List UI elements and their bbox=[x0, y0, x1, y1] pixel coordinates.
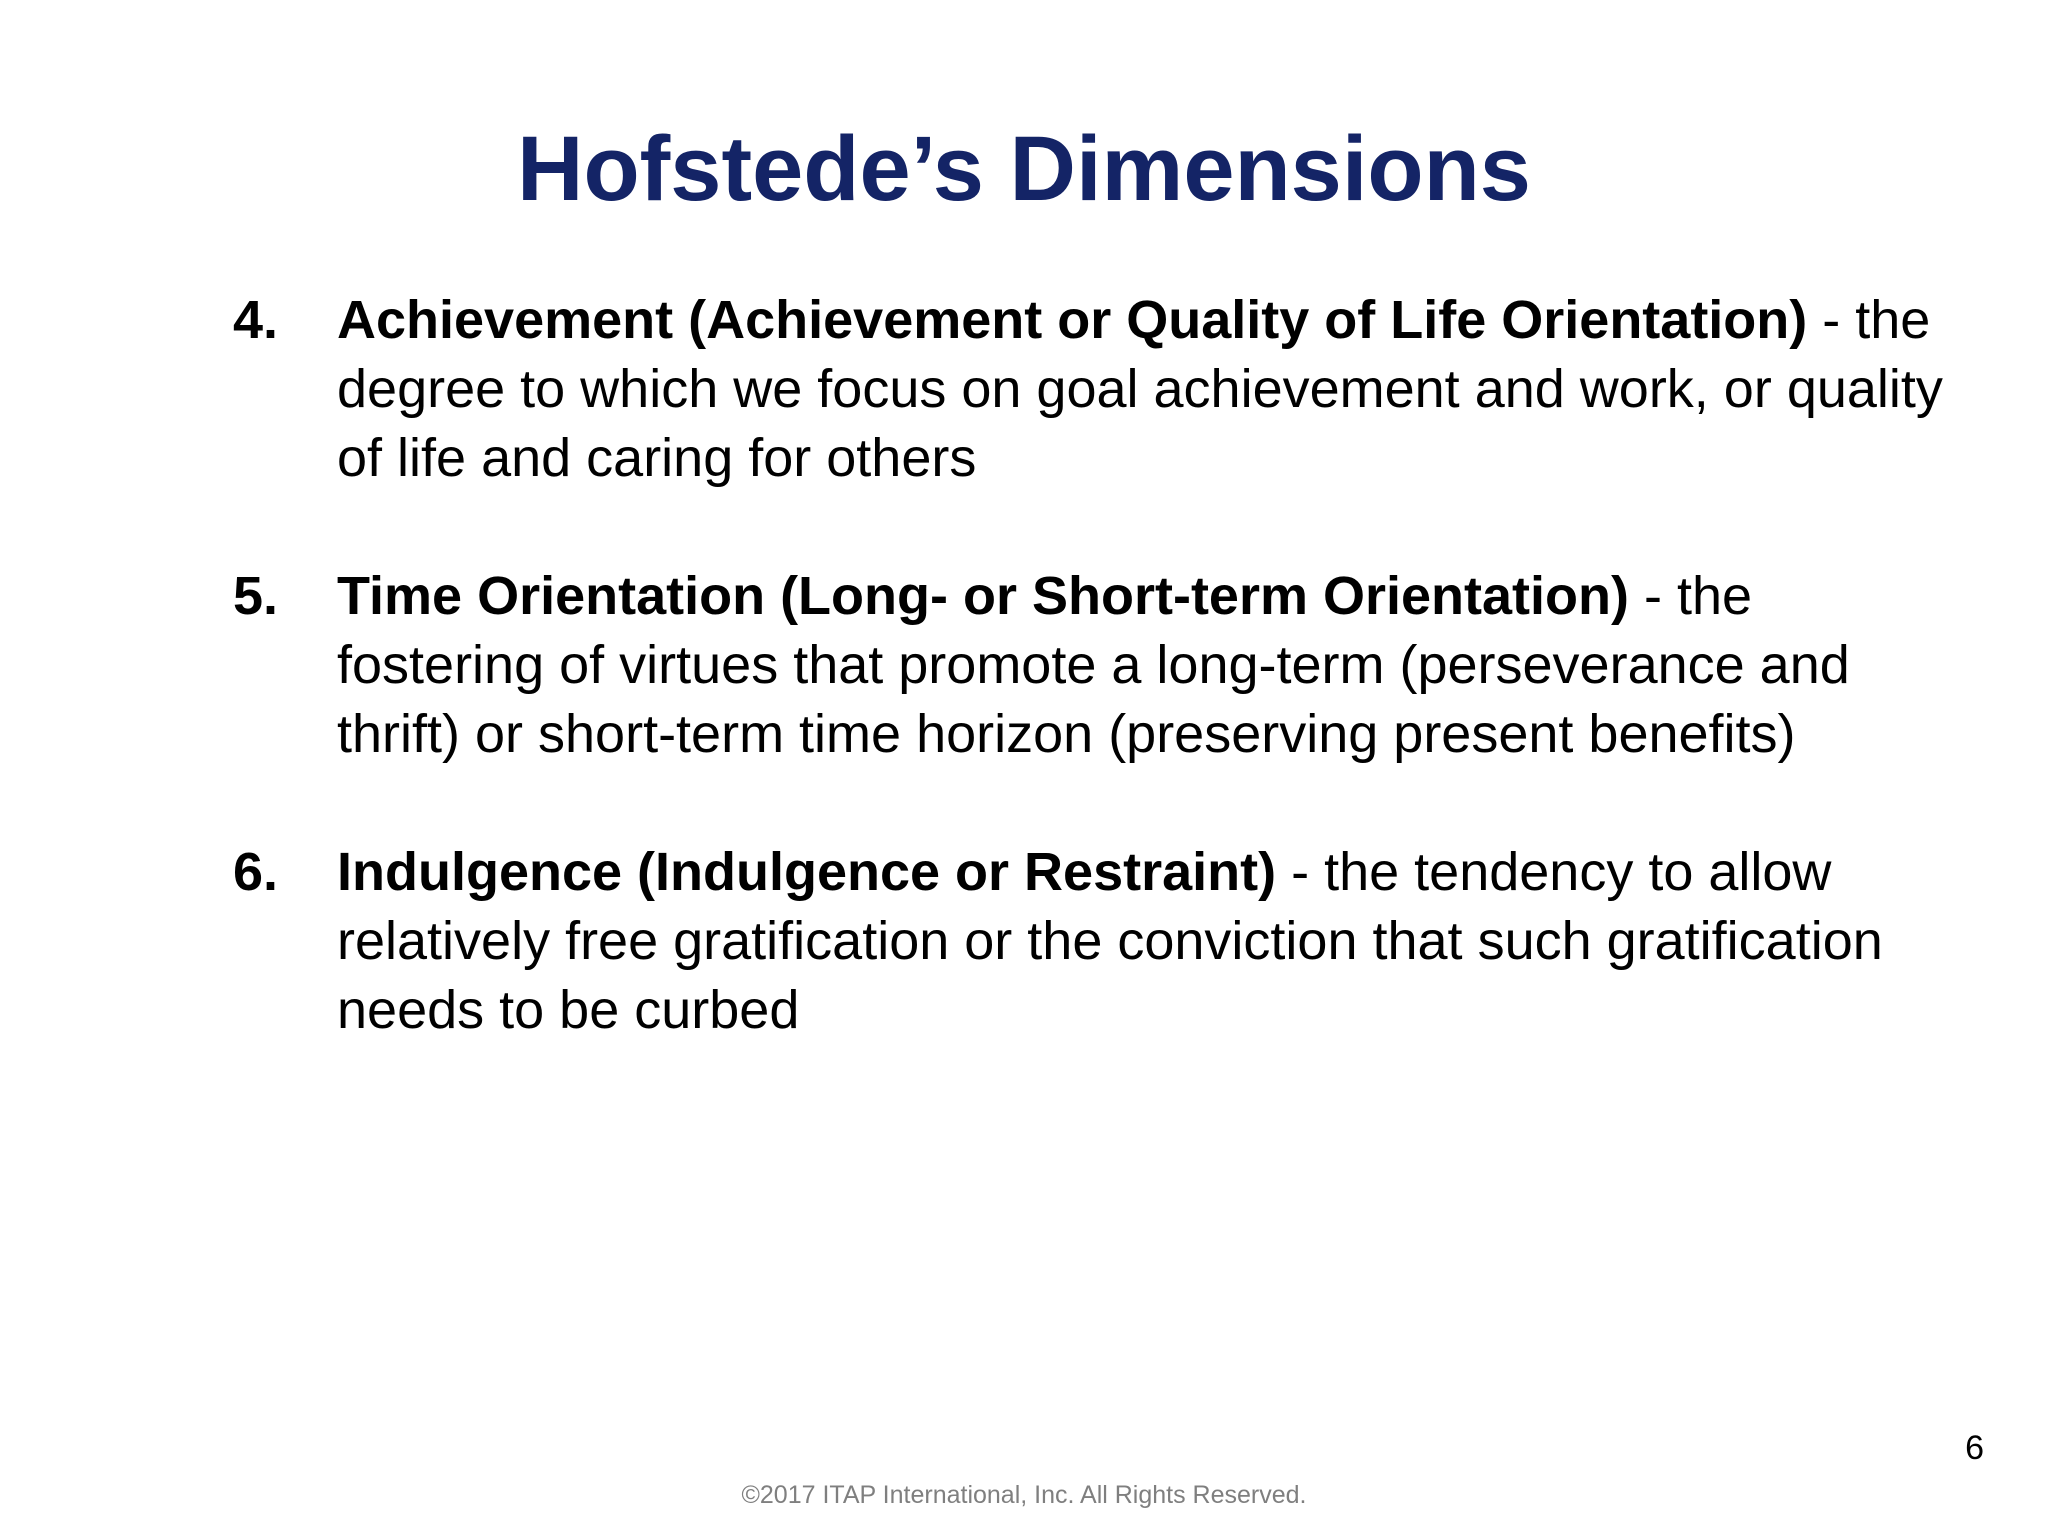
item-description: - the tendency to allow relatively free gratification or the conviction that such gratification needs to be curbed bbox=[337, 842, 1883, 1040]
item-description: - the degree to which we focus on goal achievement and work, or quality of life and caring for others bbox=[337, 290, 1943, 488]
item-number: 6. bbox=[233, 842, 279, 902]
item-description: - the fostering of virtues that promote a long-term (perseverance and thrift) or short-term time horizon (preserving present benefits) bbox=[337, 566, 1850, 764]
item-term: Time Orientation (Long- or Short-term Orientation) bbox=[337, 566, 1629, 626]
dimensions-list bbox=[233, 286, 1953, 1114]
item-number: 5. bbox=[233, 566, 279, 626]
page-number: 6 bbox=[1965, 1429, 1984, 1467]
list-item bbox=[233, 562, 1953, 769]
list-item bbox=[233, 838, 1953, 1045]
list-item bbox=[233, 286, 1953, 493]
item-number: 4. bbox=[233, 290, 279, 350]
item-term: Indulgence (Indulgence or Restraint) bbox=[337, 842, 1277, 902]
slide-title: Hofstede’s Dimensions bbox=[517, 118, 1531, 220]
copyright-footer: ©2017 ITAP International, Inc. All Rights Reserved. bbox=[741, 1481, 1307, 1509]
item-term: Achievement (Achievement or Quality of Life Orientation) bbox=[337, 290, 1808, 350]
